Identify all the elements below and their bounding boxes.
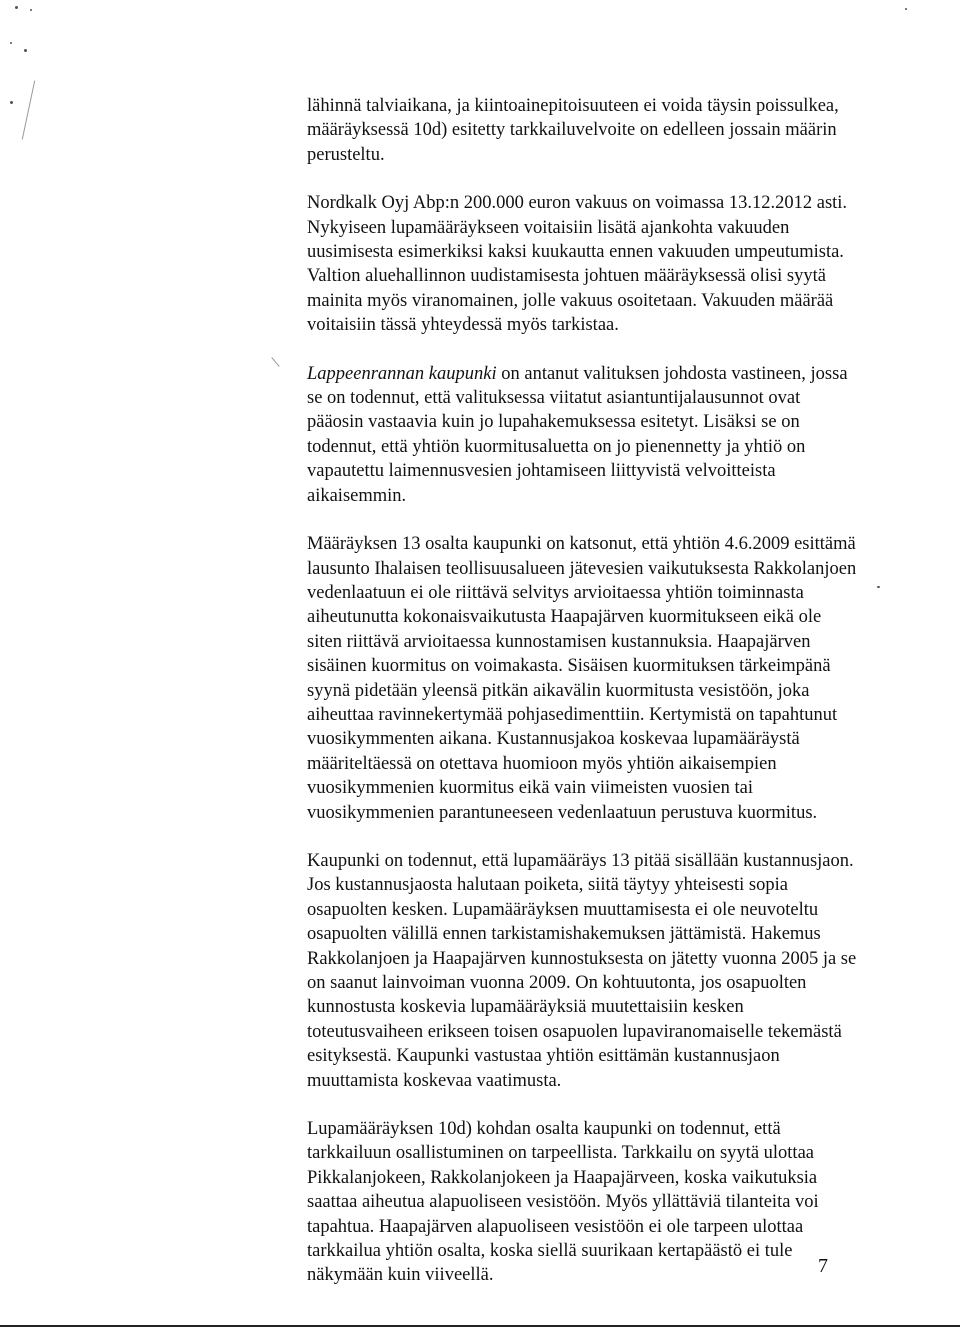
text-line: Rakkolanjoen ja Haapajärven kunnostuksesta on jätetty vuonna 2005 ja se (307, 948, 857, 969)
paragraph-gap (307, 167, 907, 191)
paragraph-1 (307, 94, 907, 167)
text-line: tarkkailuun osallistuminen on tarpeellista. Tarkkailu on syytä ulottaa (307, 1143, 814, 1164)
page-number: 7 (818, 1255, 828, 1277)
text-line: lähinnä talviaikana, ja kiintoainepitoisuuteen ei voida täysin poissulkea, (307, 96, 839, 116)
text-line: aiheuttaa ravinnekertymää pohjasedimenttiin. Kertymistä on tapahtunut (307, 704, 838, 725)
text-line: tarkkailua yhtiön osalta, koska siellä suurikaan kertapäästö ei tule (307, 1241, 793, 1262)
text-line: saattaa aiheutua alapuoliseen vesistöön. Myös yllättäviä tilanteita voi (307, 1192, 819, 1213)
paragraph-gap (307, 338, 907, 362)
text-line: määriteltäessä on otettava huomioon myös yhtiön aikaisempien (307, 753, 777, 774)
text-line: vapautettu laimennusvesien johtamiseen liittyvistä velvoitteista (307, 461, 776, 482)
text-line: on saanut lainvoiman vuonna 2009. On kohtuutonta, jos osapuolten (307, 973, 807, 993)
scan-speck (24, 49, 27, 52)
scan-speck (10, 101, 13, 104)
paragraph-3 (307, 362, 907, 508)
text-line: kunnostusta koskevia lupamääräyksiä muutettaisiin kesken (307, 997, 744, 1018)
text-line: Pikkalanjokeen, Rakkolanjokeen ja Haapajärveen, koska vaikutuksia (307, 1167, 818, 1188)
text-line: tapahtua. Haapajärven alapuoliseen vesistöön ei ole tarpeen ulottaa (307, 1216, 804, 1237)
text-line: pääosin vastaavia kuin jo lupahakemuksessa esitetyt. Lisäksi se on (307, 412, 800, 433)
paragraph-6 (307, 1117, 907, 1288)
scan-mark (271, 357, 279, 367)
scan-speck (10, 42, 12, 44)
text-line: Nordkalk Oyj Abp:n 200.000 euron vakuus on voimassa 13.12.2012 asti. (307, 193, 848, 214)
text-line: muuttamista koskevaa vaatimusta. (307, 1070, 562, 1091)
paragraph-gap (307, 508, 907, 532)
text-line: Valtion aluehallinnon uudistamisesta johtuen määräyksessä olisi syytä (307, 266, 826, 287)
text-line: syynä pidetään yleensä pitkän aikavälin kuormitusta vesistöön, joka (307, 680, 810, 701)
scan-mark (22, 81, 35, 140)
document-body (307, 94, 907, 1288)
party-name: Lappeenrannan kaupunki (307, 363, 497, 384)
text-line: mainita myös viranomainen, jolle vakuus osoitetaan. Vakuuden määrää (307, 290, 834, 311)
text-line (307, 362, 907, 386)
paragraph-gap (307, 825, 907, 849)
scan-speck (15, 6, 18, 9)
text-line: siten riittävä arvioitaessa kunnostamisen kustannuksia. Haapajärven (307, 631, 811, 652)
paragraph-5 (307, 849, 907, 1093)
scan-speck (905, 8, 907, 10)
text-line: näkymään kuin viiveellä. (307, 1265, 494, 1286)
text-line: määräyksessä 10d) esitetty tarkkailuvelvoite on edelleen jossain määrin (307, 120, 837, 141)
text-line: osapuolten välillä ennen tarkistamishakemuksen jättämistä. Hakemus (307, 924, 821, 945)
paragraph-4 (307, 532, 907, 825)
paragraph-2 (307, 191, 907, 337)
text-line: uusimisesta esimerkiksi kaksi kuukautta ennen vakuuden umpeutumista. (307, 242, 844, 263)
text-line: aikaisemmin. (307, 485, 407, 506)
text-line: toteutusvaiheen erikseen toisen osapuolen lupaviranomaiselle tekemästä (307, 1021, 842, 1042)
text-line: vuosikymmenien parantuneeseen vedenlaatuun perustuva kuormitus. (307, 802, 818, 823)
text-line: vuosikymmenien kuormitus eikä vain viimeisten vuosien tai (307, 778, 753, 799)
text-line: Jos kustannusjaosta halutaan poiketa, siitä täytyy yhteisesti sopia (307, 875, 788, 896)
text-line: aiheutunutta kokonaisvaikutusta Haapajärven kuormitukseen eikä ole (307, 607, 822, 628)
text-line: sisäinen kuormitus on voimakasta. Sisäisen kuormituksen tärkeimpänä (307, 656, 831, 677)
text-line: osapuolten kesken. Lupamääräyksen muuttamisesta ei ole neuvoteltu (307, 899, 819, 920)
text-line: Lupamääräyksen 10d) kohdan osalta kaupunki on todennut, että (307, 1119, 781, 1140)
text-line: Nykyiseen lupamääräykseen voitaisiin lisätä ajankohta vakuuden (307, 217, 790, 238)
text-line: se on todennut, että valituksessa viitatut asiantuntijalausunnot ovat (307, 388, 801, 409)
text-line: vuosikymmenten aikana. Kustannusjakoa koskevaa lupamääräystä (307, 729, 800, 750)
text-line: esityksestä. Kaupunki vastustaa yhtiön esittämän kustannusjaon (307, 1046, 780, 1067)
text-line-rest: on antanut valituksen johdosta vastineen, jossa (496, 363, 848, 384)
text-line: lausunto Ihalaisen teollisuusalueen jätevesien vaikutuksesta Rakkolanjoen (307, 558, 857, 579)
footer-rule (0, 1325, 960, 1327)
text-line: Kaupunki on todennut, että lupamääräys 13 pitää sisällään kustannusjaon. (307, 850, 854, 871)
text-line: Määräyksen 13 osalta kaupunki on katsonut, että yhtiön 4.6.2009 esittämä (307, 534, 856, 555)
text-line: vedenlaatuun ei ole riittävä selvitys arvioitaessa yhtiön toiminnasta (307, 582, 804, 603)
scan-speck (30, 9, 32, 11)
text-line: voitaisiin tässä yhteydessä myös tarkistaa. (307, 315, 619, 336)
text-line: perusteltu. (307, 144, 385, 165)
paragraph-gap (307, 1093, 907, 1117)
text-line: todennut, että yhtiön kuormitusaluetta on jo pienennetty ja yhtiö on (307, 436, 806, 457)
